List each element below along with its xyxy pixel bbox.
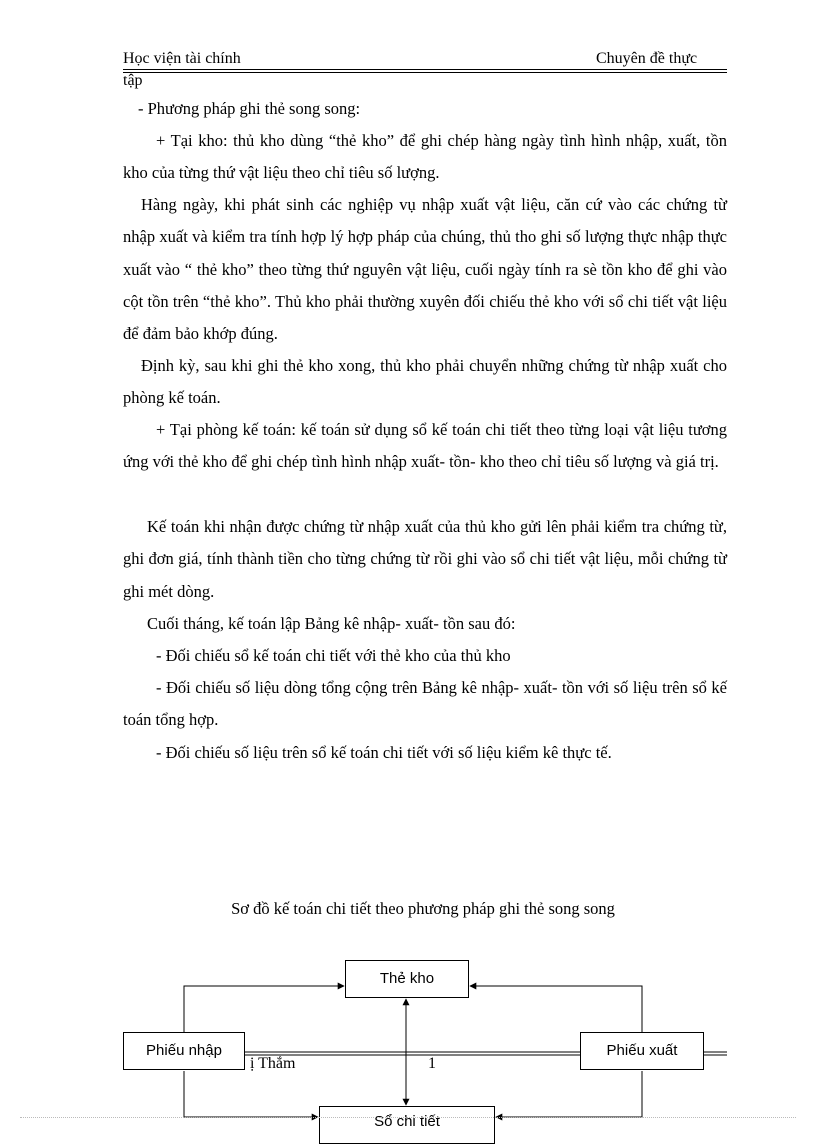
- footer-page-number: 1: [428, 1055, 436, 1072]
- paragraph-6: Kế toán khi nhận được chứng từ nhập xuất của thủ kho gửi lên phải kiểm tra chứng từ, ghi đơn giá, tính thành tiền cho từng chứng từ rồi ghi vào sổ chi tiết vật liệu, mỗi chứng từ ghi mét dòng.: [123, 517, 727, 601]
- box-the-kho: Thẻ kho: [345, 960, 469, 998]
- footer-author: ị Thắm: [250, 1055, 296, 1072]
- box-phieu-nhap: Phiếu nhập: [123, 1032, 245, 1070]
- arrow-xuat-to-the-kho: [470, 986, 642, 1033]
- paragraph-2: + Tại kho: thủ kho dùng “thẻ kho” để ghi chép hàng ngày tình hình nhập, xuất, tồn kho của từng thứ vật liệu theo chỉ tiêu số lượng.: [123, 131, 727, 183]
- page-edge-dots: [20, 1117, 796, 1118]
- diagram-caption: Sơ đồ kế toán chi tiết theo phương pháp ghi thẻ song song: [231, 899, 615, 918]
- arrow-nhap-to-so-chi-tiet: [184, 1071, 318, 1117]
- header-wrap: tập: [123, 72, 143, 89]
- paragraph-1: - Phương pháp ghi thẻ song song:: [138, 99, 361, 118]
- box-phieu-xuat: Phiếu xuất: [580, 1032, 704, 1070]
- paragraph-4: Định kỳ, sau khi ghi thẻ kho xong, thủ kho phải chuyển những chứng từ nhập xuất cho phòng kế toán.: [123, 356, 727, 408]
- paragraph-8: - Đối chiếu sổ kế toán chi tiết với thẻ kho của thủ kho: [156, 646, 511, 665]
- paragraph-9: - Đối chiếu số liệu dòng tổng cộng trên Bảng kê nhập- xuất- tồn với số liệu trên sổ kế toán tổng hợp.: [123, 678, 727, 730]
- box-so-chi-tiet: Sổ chi tiết: [319, 1106, 495, 1144]
- arrow-xuat-to-so-chi-tiet: [496, 1071, 642, 1117]
- header-left: Học viện tài chính: [123, 50, 241, 67]
- header-right: Chuyên đề thực: [596, 50, 698, 67]
- arrow-nhap-to-the-kho: [184, 986, 344, 1033]
- paragraph-5: + Tại phòng kế toán: kế toán sử dụng sổ kế toán chi tiết theo từng loại vật liệu tương ứng với thẻ kho để ghi chép tình hình nhập xuất- tồn- kho theo chỉ tiêu số lượng và giá trị.: [123, 420, 727, 472]
- paragraph-3: Hàng ngày, khi phát sinh các nghiệp vụ nhập xuất vật liệu, căn cứ vào các chứng từ nhập xuất và kiểm tra tính hợp lý hợp pháp của chúng, thủ tho ghi số lượng thực nhập thực xuất vào “ thẻ kho” theo từng thứ nguyên vật liệu, cuối ngày tính ra sè tồn kho để ghi vào cột tồn trên “thẻ kho”. Thủ kho phải thường xuyên đối chiếu thẻ kho với sổ chi tiết vật liệu để đảm bảo khớp đúng.: [123, 195, 727, 344]
- paragraph-10: - Đối chiếu số liệu trên sổ kế toán chi tiết với số liệu kiểm kê thực tế.: [156, 743, 612, 762]
- paragraph-7: Cuối tháng, kế toán lập Bảng kê nhập- xuất- tồn sau đó:: [147, 614, 516, 633]
